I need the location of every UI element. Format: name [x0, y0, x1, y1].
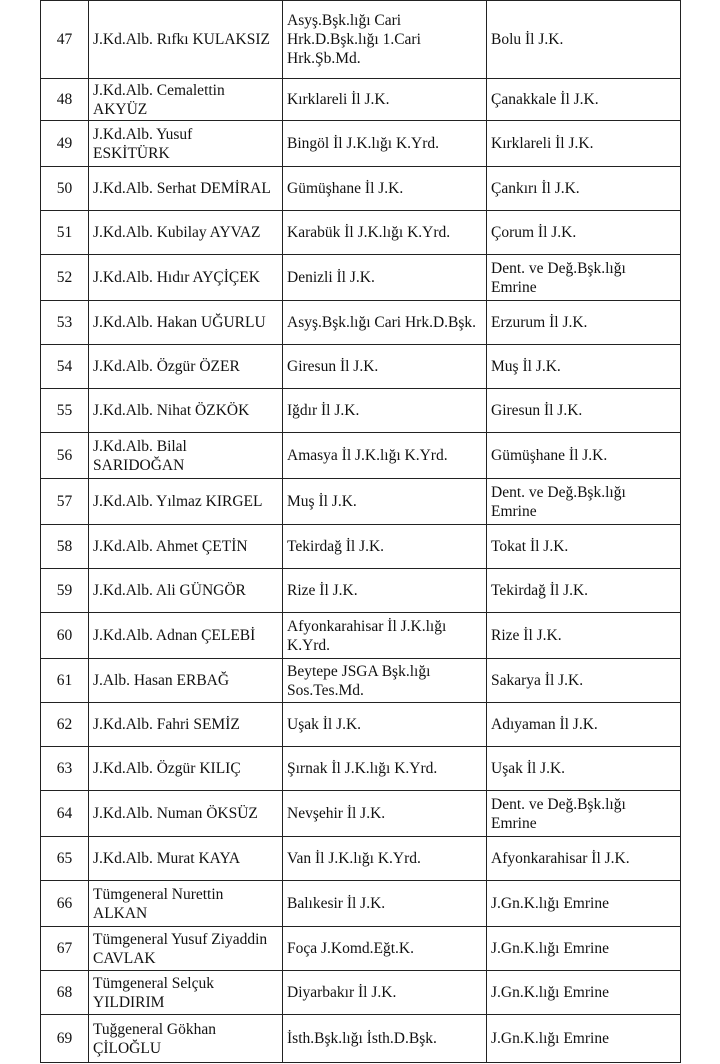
row-number: 54 [41, 345, 89, 389]
table-row [41, 211, 681, 255]
row-number: 53 [41, 301, 89, 345]
table-row [41, 1015, 681, 1063]
new-post: J.Gn.K.lığı Emrine [487, 971, 681, 1015]
table-row [41, 301, 681, 345]
officer-name: J.Kd.Alb. Özgür KILIÇ [89, 747, 283, 791]
current-post: Asyş.Bşk.lığı Cari Hrk.D.Bşk. [283, 301, 487, 345]
row-number: 56 [41, 433, 89, 479]
row-number: 52 [41, 255, 89, 301]
current-post: Van İl J.K.lığı K.Yrd. [283, 837, 487, 881]
table-row [41, 389, 681, 433]
officer-name: J.Kd.Alb. Adnan ÇELEBİ [89, 613, 283, 659]
current-post: Foça J.Komd.Eğt.K. [283, 927, 487, 971]
new-post: Sakarya İl J.K. [487, 659, 681, 703]
current-post: Karabük İl J.K.lığı K.Yrd. [283, 211, 487, 255]
current-post: Bingöl İl J.K.lığı K.Yrd. [283, 121, 487, 167]
current-post: Amasya İl J.K.lığı K.Yrd. [283, 433, 487, 479]
current-post: Gümüşhane İl J.K. [283, 167, 487, 211]
row-number: 66 [41, 881, 89, 927]
current-post: Asyş.Bşk.lığı Cari Hrk.D.Bşk.lığı 1.Cari Hrk.Şb.Md. [283, 1, 487, 79]
officer-name: J.Kd.Alb. Murat KAYA [89, 837, 283, 881]
officer-name: J.Kd.Alb. Fahri SEMİZ [89, 703, 283, 747]
table-row [41, 613, 681, 659]
new-post: Adıyaman İl J.K. [487, 703, 681, 747]
table-row [41, 927, 681, 971]
table-row [41, 167, 681, 211]
officer-name: J.Kd.Alb. Ali GÜNGÖR [89, 569, 283, 613]
officer-name: J.Kd.Alb. Hıdır AYÇİÇEK [89, 255, 283, 301]
row-number: 67 [41, 927, 89, 971]
officer-name: J.Kd.Alb. Serhat DEMİRAL [89, 167, 283, 211]
row-number: 69 [41, 1015, 89, 1063]
table-row [41, 479, 681, 525]
table-row [41, 345, 681, 389]
row-number: 61 [41, 659, 89, 703]
new-post: J.Gn.K.lığı Emrine [487, 1015, 681, 1063]
new-post: Giresun İl J.K. [487, 389, 681, 433]
current-post: İsth.Bşk.lığı İsth.D.Bşk. [283, 1015, 487, 1063]
new-post: Rize İl J.K. [487, 613, 681, 659]
current-post: Iğdır İl J.K. [283, 389, 487, 433]
table-row [41, 791, 681, 837]
table-row [41, 837, 681, 881]
new-post: Afyonkarahisar İl J.K. [487, 837, 681, 881]
row-number: 60 [41, 613, 89, 659]
table-row [41, 971, 681, 1015]
officer-name: J.Kd.Alb. Nihat ÖZKÖK [89, 389, 283, 433]
row-number: 55 [41, 389, 89, 433]
current-post: Tekirdağ İl J.K. [283, 525, 487, 569]
new-post: Tekirdağ İl J.K. [487, 569, 681, 613]
row-number: 58 [41, 525, 89, 569]
new-post: J.Gn.K.lığı Emrine [487, 927, 681, 971]
table-row [41, 1, 681, 79]
current-post: Rize İl J.K. [283, 569, 487, 613]
new-post: Dent. ve Değ.Bşk.lığı Emrine [487, 791, 681, 837]
row-number: 65 [41, 837, 89, 881]
row-number: 59 [41, 569, 89, 613]
new-post: Çankırı İl J.K. [487, 167, 681, 211]
new-post: Dent. ve Değ.Bşk.lığı Emrine [487, 479, 681, 525]
officer-name: Tümgeneral Selçuk YILDIRIM [89, 971, 283, 1015]
new-post: Tokat İl J.K. [487, 525, 681, 569]
officer-name: Tümgeneral Yusuf Ziyaddin CAVLAK [89, 927, 283, 971]
officer-name: J.Kd.Alb. Rıfkı KULAKSIZ [89, 1, 283, 79]
row-number: 63 [41, 747, 89, 791]
table-row [41, 703, 681, 747]
table-row [41, 121, 681, 167]
new-post: J.Gn.K.lığı Emrine [487, 881, 681, 927]
new-post: Uşak İl J.K. [487, 747, 681, 791]
officer-name: J.Kd.Alb. Numan ÖKSÜZ [89, 791, 283, 837]
current-post: Diyarbakır İl J.K. [283, 971, 487, 1015]
table-row [41, 881, 681, 927]
table-row [41, 569, 681, 613]
officer-name: J.Kd.Alb. Yılmaz KIRGEL [89, 479, 283, 525]
new-post: Çorum İl J.K. [487, 211, 681, 255]
table-row [41, 79, 681, 121]
current-post: Uşak İl J.K. [283, 703, 487, 747]
current-post: Denizli İl J.K. [283, 255, 487, 301]
current-post: Muş İl J.K. [283, 479, 487, 525]
row-number: 62 [41, 703, 89, 747]
row-number: 68 [41, 971, 89, 1015]
current-post: Nevşehir İl J.K. [283, 791, 487, 837]
current-post: Şırnak İl J.K.lığı K.Yrd. [283, 747, 487, 791]
officer-name: J.Alb. Hasan ERBAĞ [89, 659, 283, 703]
new-post: Bolu İl J.K. [487, 1, 681, 79]
row-number: 57 [41, 479, 89, 525]
officer-name: J.Kd.Alb. Özgür ÖZER [89, 345, 283, 389]
row-number: 51 [41, 211, 89, 255]
table-row [41, 525, 681, 569]
new-post: Erzurum İl J.K. [487, 301, 681, 345]
row-number: 47 [41, 1, 89, 79]
current-post: Kırklareli İl J.K. [283, 79, 487, 121]
row-number: 64 [41, 791, 89, 837]
appointment-table [40, 0, 681, 1063]
officer-name: Tuğgeneral Gökhan ÇİLOĞLU [89, 1015, 283, 1063]
officer-name: J.Kd.Alb. Kubilay AYVAZ [89, 211, 283, 255]
new-post: Çanakkale İl J.K. [487, 79, 681, 121]
table-row [41, 433, 681, 479]
new-post: Gümüşhane İl J.K. [487, 433, 681, 479]
table-row [41, 747, 681, 791]
new-post: Muş İl J.K. [487, 345, 681, 389]
officer-name: J.Kd.Alb. Hakan UĞURLU [89, 301, 283, 345]
new-post: Dent. ve Değ.Bşk.lığı Emrine [487, 255, 681, 301]
officer-name: J.Kd.Alb. Ahmet ÇETİN [89, 525, 283, 569]
new-post: Kırklareli İl J.K. [487, 121, 681, 167]
row-number: 49 [41, 121, 89, 167]
officer-name: J.Kd.Alb. Cemalettin AKYÜZ [89, 79, 283, 121]
officer-name: J.Kd.Alb. Yusuf ESKİTÜRK [89, 121, 283, 167]
current-post: Afyonkarahisar İl J.K.lığı K.Yrd. [283, 613, 487, 659]
officer-name: Tümgeneral Nurettin ALKAN [89, 881, 283, 927]
row-number: 48 [41, 79, 89, 121]
current-post: Beytepe JSGA Bşk.lığı Sos.Tes.Md. [283, 659, 487, 703]
current-post: Balıkesir İl J.K. [283, 881, 487, 927]
current-post: Giresun İl J.K. [283, 345, 487, 389]
officer-name: J.Kd.Alb. Bilal SARIDOĞAN [89, 433, 283, 479]
row-number: 50 [41, 167, 89, 211]
table-row [41, 659, 681, 703]
table-row [41, 255, 681, 301]
